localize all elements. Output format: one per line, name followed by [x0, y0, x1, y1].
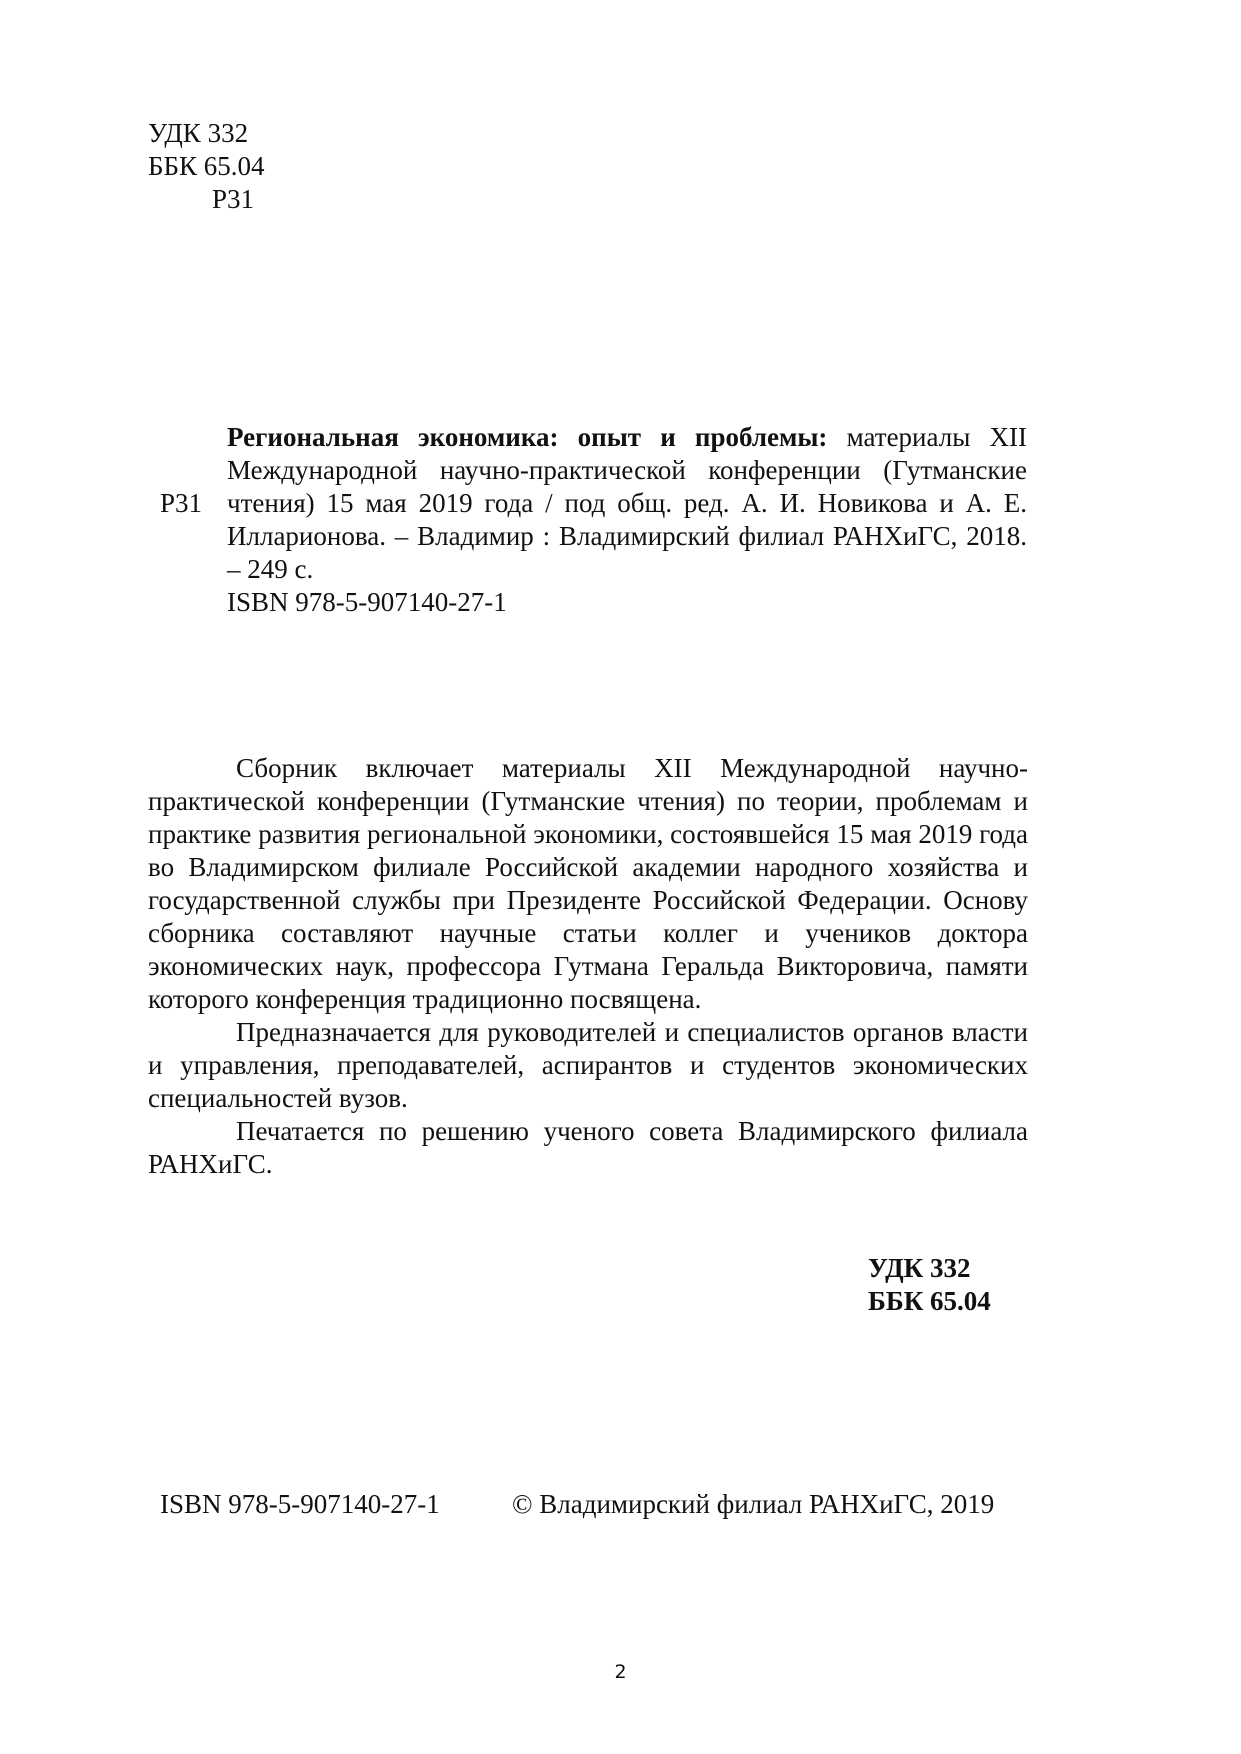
bbk-code-bold: ББК 65.04	[868, 1286, 991, 1316]
page-number: 2	[614, 1661, 627, 1683]
footer-isbn: ISBN 978-5-907140-27-1	[160, 1489, 440, 1519]
biblio-author-mark: Р31	[160, 488, 203, 518]
udk-code-bold: УДК 332	[868, 1253, 971, 1283]
udk-code: УДК 332	[148, 118, 249, 148]
top-classification-codes	[148, 117, 265, 216]
biblio-details: материалы XII Международной научно-практической конференции (Гутманские чтения) 15 мая 2019 года / под общ. ред. А. И. Новикова и А. Е. Илларионова. – Владимир : Владимирский филиал РАНХиГС, 2018. – 249 с.	[227, 422, 1027, 584]
bibliographic-record	[227, 421, 1027, 619]
annotation	[148, 752, 1028, 1181]
biblio-isbn: ISBN 978-5-907140-27-1	[227, 587, 507, 617]
annotation-paragraph: Печатается по решению ученого совета Владимирского филиала РАНХиГС.	[148, 1116, 1028, 1179]
biblio-description	[227, 421, 1027, 586]
biblio-title: Региональная экономика: опыт и проблемы:	[227, 422, 828, 452]
footer-copyright: © Владимирский филиал РАНХиГС, 2019	[512, 1489, 995, 1519]
annotation-paragraph: Предназначается для руководителей и специалистов органов власти и управления, преподавателей, аспирантов и студентов экономических специальностей вузов.	[148, 1017, 1028, 1113]
author-mark: Р31	[212, 184, 255, 214]
annotation-paragraph: Сборник включает материалы XII Международной научно-практической конференции (Гутманские чтения) по теории, проблемам и практике развития региональной экономики, состоявшейся 15 мая 2019 года во Владимирском филиале Российской академии народного хозяйства и государственной службы при Президенте Российской Федерации. Основу сборника составляют научные статьи коллег и учеников доктора экономических наук, профессора Гутмана Геральда Викторовича, памяти которого конференция традиционно посвящена.	[148, 753, 1028, 1014]
bbk-code: ББК 65.04	[148, 151, 265, 181]
bottom-classification-codes	[868, 1252, 991, 1318]
